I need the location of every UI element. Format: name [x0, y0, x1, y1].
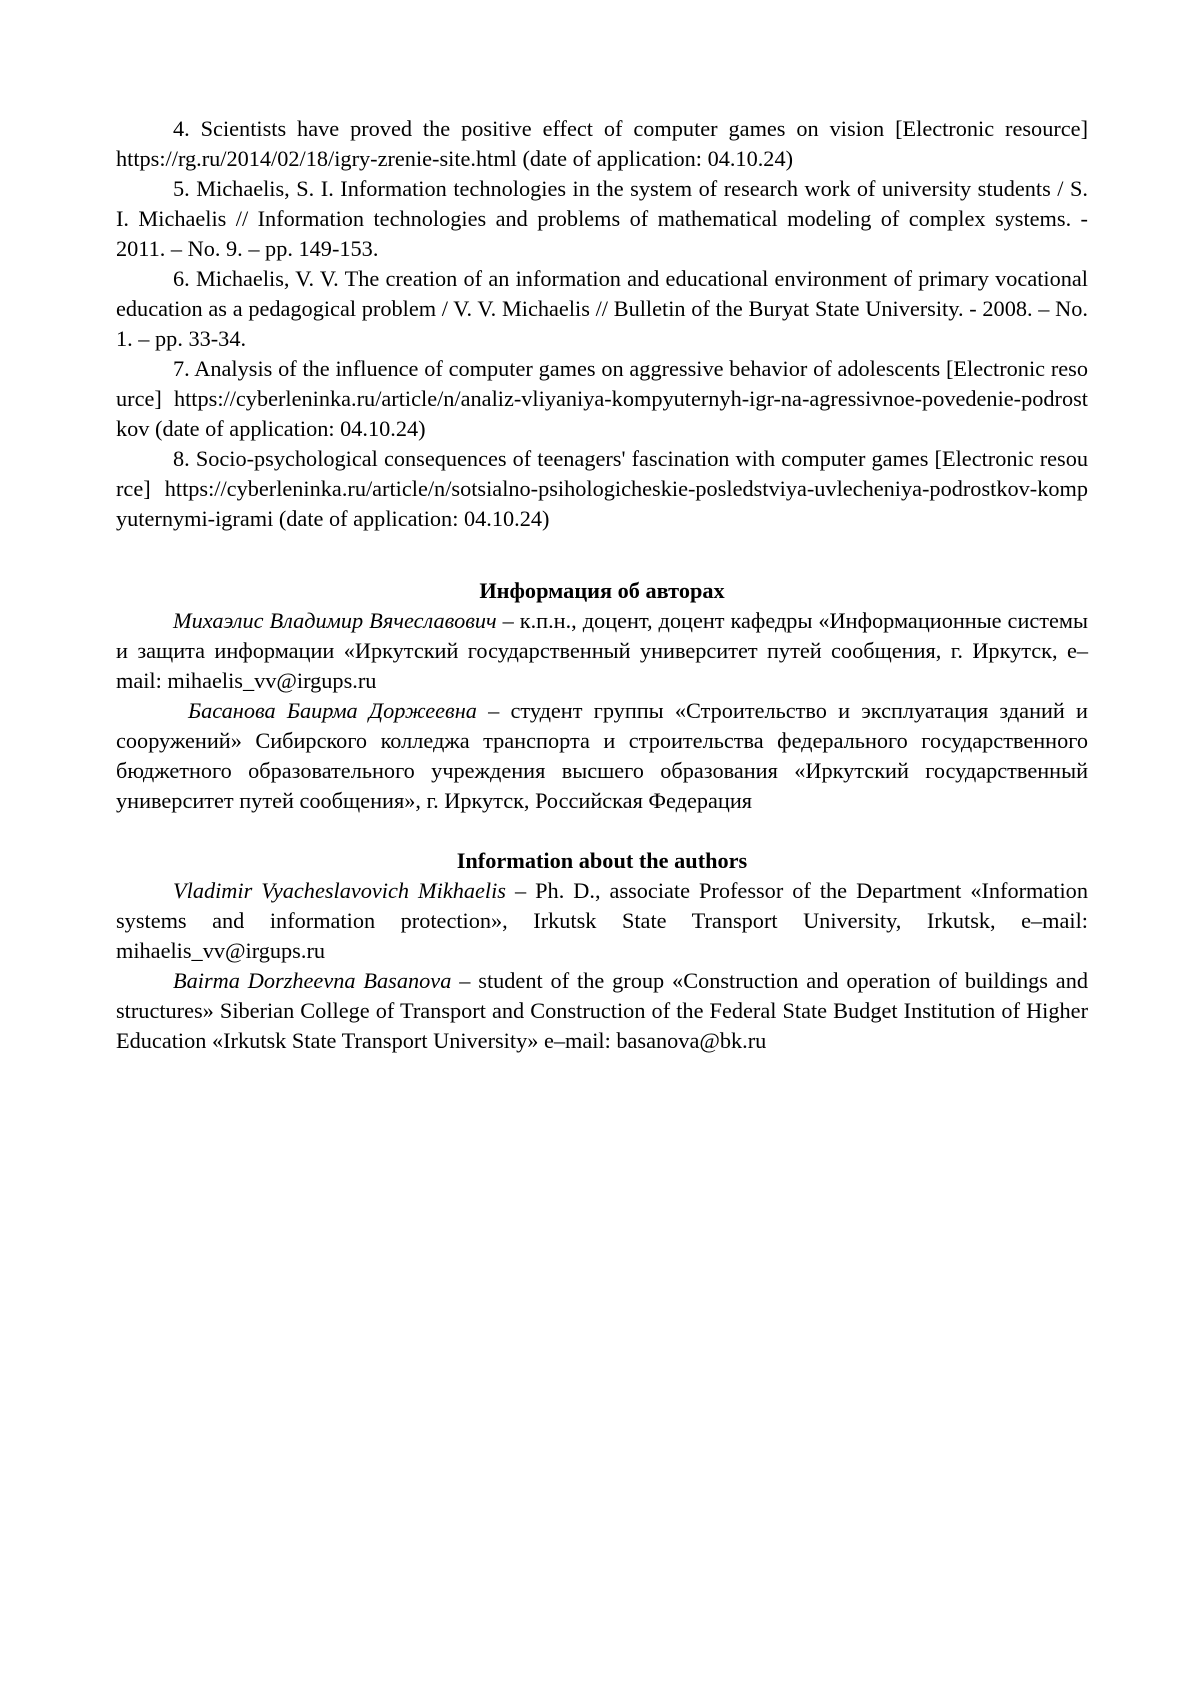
reference-item: 4. Scientists have proved the positive effect of computer games on vision [Electronic resource] https://rg.ru/2014/02/18/igry-zrenie-site.html (date of application: 04.10.24): [116, 116, 1088, 171]
reference-item: 7. Analysis of the influence of computer games on aggressive behavior of adolescents [Electronic resource] https://cyberleninka.ru/article/n/analiz-vliyaniya-kompyuternyh-igr-na-agressivnoe-povedenie-podrostkov (date of application: 04.10.24): [116, 356, 1088, 441]
author-details: – student of the group «Construction and operation of buildings and structures» Siberian College of Transport and Construction of the Federal State Budget Institution of Higher Education «Irkutsk State Transport University» e–mail: basanova@bk.ru: [116, 968, 1088, 1053]
author-details: – студент группы «Строительство и эксплуатация зданий и сооружений» Сибирского колледжа транспорта и строительства федерального государственного бюджетного образовательного учреждения высшего образования «Иркутский государственный университет путей сообщения», г. Иркутск, Российская Федерация: [116, 698, 1088, 813]
authors-info-ru: [116, 576, 1088, 816]
authors-heading-en: Information about the authors: [456, 848, 748, 873]
author-name: Bairma Dorzheevna Basanova: [173, 968, 452, 993]
reference-list: [116, 114, 1088, 534]
author-name: Басанова Баирма Доржеевна: [188, 698, 477, 723]
author-entry: [116, 966, 1088, 1056]
reference-item: 5. Michaelis, S. I. Information technologies in the system of research work of university students / S. I. Michaelis // Information technologies and problems of mathematical modeling of complex systems. - 2011. – No. 9. – pp. 149-153.: [116, 176, 1088, 261]
author-entry: [116, 876, 1088, 966]
author-details: – Ph. D., associate Professor of the Department «Information systems and information protection», Irkutsk State Transport University, Irkutsk, e–mail: mihaelis_vv@irgups.ru: [116, 878, 1088, 963]
reference-item: 8. Socio-psychological consequences of teenagers' fascination with computer games [Electronic resource] https://cyberleninka.ru/article/n/sotsialno-psihologicheskie-posledstviya-uvlecheniya-podrostkov-kompyuternymi-igrami (date of application: 04.10.24): [116, 446, 1088, 531]
reference-item: 6. Michaelis, V. V. The creation of an information and educational environment of primary vocational education as a pedagogical problem / V. V. Michaelis // Bulletin of the Buryat State University. - 2008. – No. 1. – pp. 33-34.: [116, 266, 1088, 351]
author-details: – к.п.н., доцент, доцент кафедры «Информационные системы и защита информации «Иркутский государственный университет путей сообщения, г. Иркутск, e–mail: mihaelis_vv@irgups.ru: [116, 608, 1088, 693]
author-name: Vladimir Vyacheslavovich Mikhaelis: [173, 878, 506, 903]
author-name: Михаэлис Владимир Вячеславович: [173, 608, 497, 633]
authors-info-en: [116, 846, 1088, 1056]
author-entry: [116, 606, 1088, 696]
document-page: [116, 114, 1088, 1056]
authors-heading-ru: Информация об авторах: [479, 578, 725, 603]
author-entry: [116, 696, 1088, 816]
